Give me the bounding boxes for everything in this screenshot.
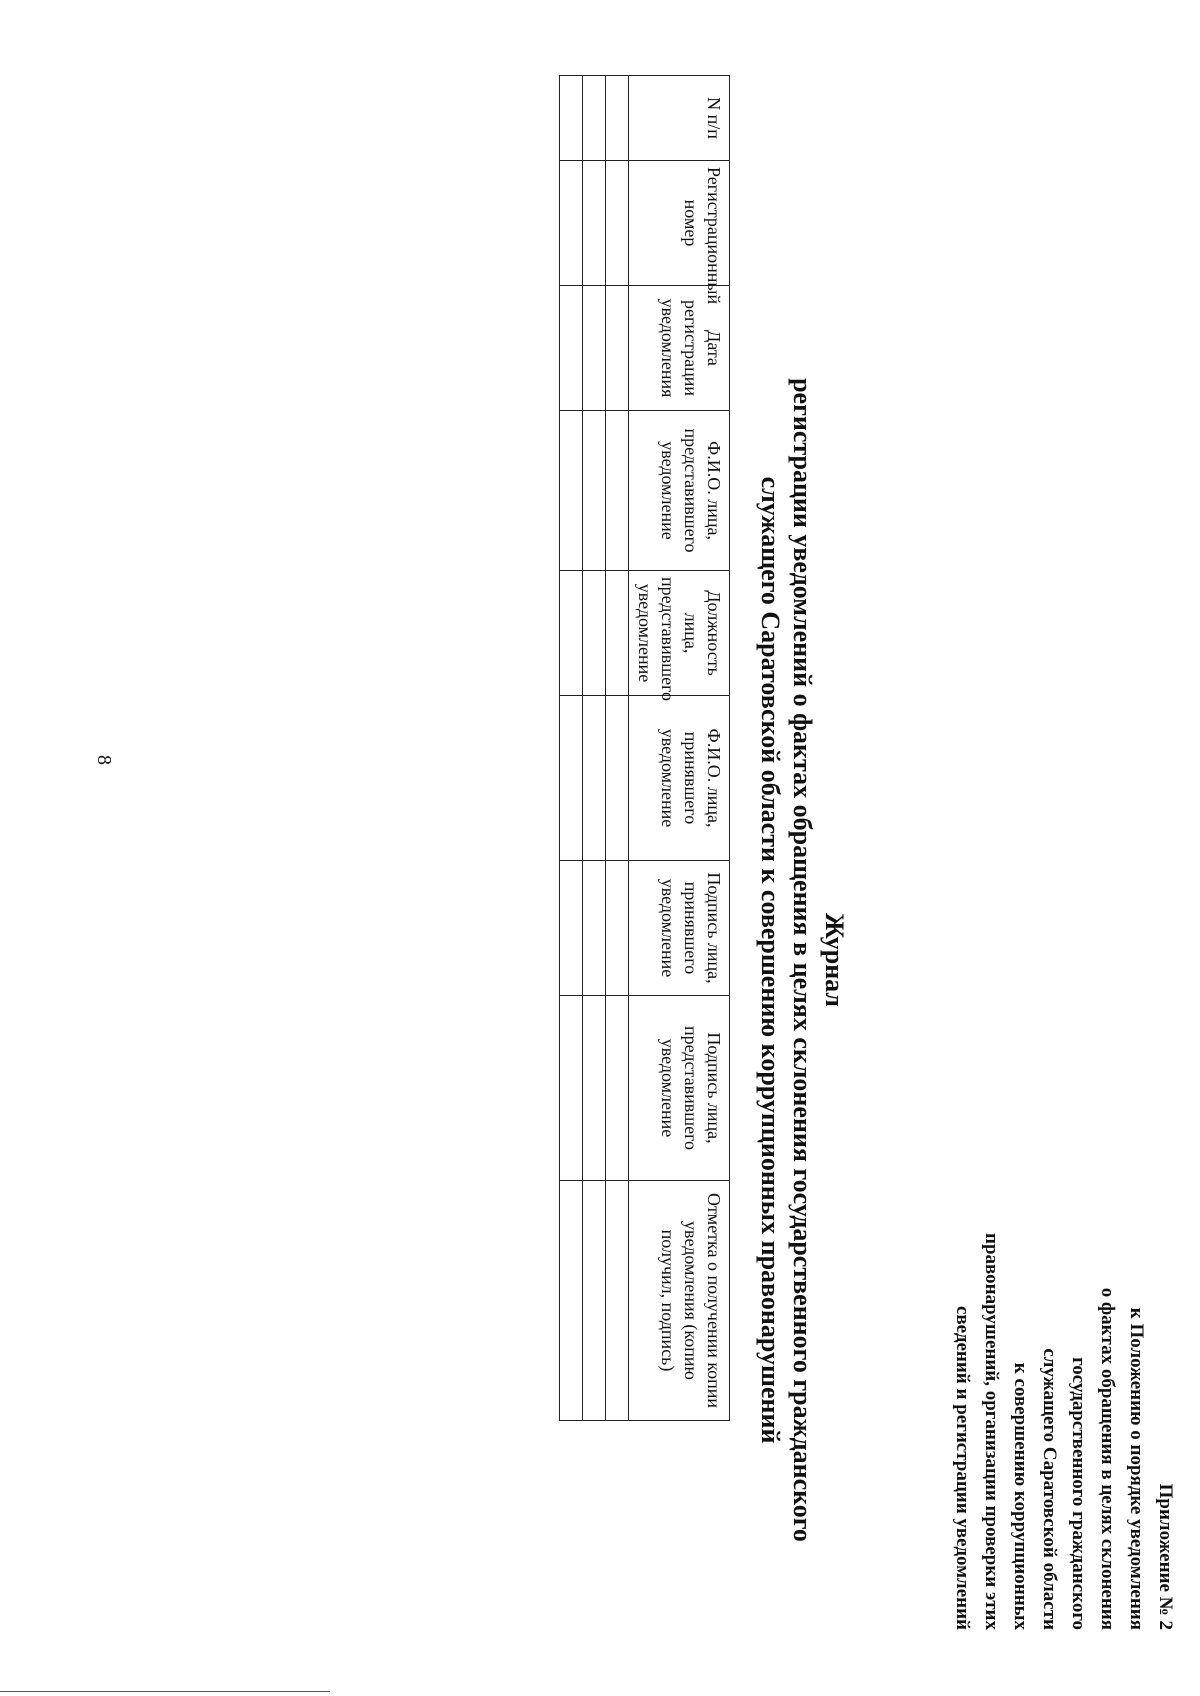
journal-subtitle-line-2: служащего Саратовской области к совершению коррупционных правонарушений — [756, 476, 785, 1444]
table-cell — [606, 571, 629, 696]
table-cell — [560, 861, 583, 996]
table-cell — [583, 696, 606, 861]
table-cell — [583, 571, 606, 696]
appendix-line: к совершению коррупционных — [1010, 1362, 1031, 1630]
table-cell — [606, 1181, 629, 1421]
table-cell — [583, 286, 606, 411]
column-header: Подпись лица, принявшего уведомление — [629, 861, 730, 996]
table-cell — [560, 696, 583, 861]
table-cell — [560, 1181, 583, 1421]
table-cell — [583, 76, 606, 161]
appendix-line: сведений и регистрации уведомлений — [952, 1305, 973, 1630]
table-body — [560, 76, 629, 1421]
appendix-line: правонарушений, организации проверки этих — [981, 1233, 1002, 1630]
table-cell — [583, 1181, 606, 1421]
column-header: Регистрационный номер — [629, 161, 730, 286]
column-header: Подпись лица, представившего уведомление — [629, 996, 730, 1181]
table-cell — [560, 286, 583, 411]
column-header: N п/п — [629, 76, 730, 161]
table-cell — [606, 161, 629, 286]
column-header: Должность лица, представившего уведомление — [629, 571, 730, 696]
appendix-line: к Положению о порядке уведомления — [1126, 1307, 1147, 1630]
journal-heading: Журнал — [820, 913, 849, 1007]
table-cell — [560, 161, 583, 286]
column-header: Ф.И.О. лица, представившего уведомление — [629, 411, 730, 571]
table-header-row — [629, 76, 730, 1421]
scan-edge-line — [0, 1691, 330, 1692]
journal-subtitle-line-1: регистрации уведомлений о фактах обращения в целях склонения государственного гражданского — [788, 378, 817, 1542]
table-cell — [560, 411, 583, 571]
column-header: Отметка о получении копии уведомления (копию получил, подпись) — [629, 1181, 730, 1421]
column-header: Ф.И.О. лица, принявшего уведомление — [629, 696, 730, 861]
table-cell — [560, 996, 583, 1181]
table-cell — [583, 161, 606, 286]
appendix-line: о фактах обращения в целях склонения — [1097, 1287, 1118, 1630]
table-row — [583, 76, 606, 1421]
table-cell — [606, 861, 629, 996]
table-cell — [606, 996, 629, 1181]
appendix-header — [948, 1150, 1180, 1630]
table-cell — [606, 286, 629, 411]
table-row — [606, 76, 629, 1421]
registration-table — [559, 75, 730, 1421]
table-row — [560, 76, 583, 1421]
column-header: Дата регистрации уведомления — [629, 286, 730, 411]
table-cell — [583, 411, 606, 571]
table-cell — [560, 76, 583, 161]
table-cell — [583, 861, 606, 996]
journal-title — [754, 270, 850, 1650]
table-cell — [606, 411, 629, 571]
table-cell — [606, 696, 629, 861]
appendix-line: государственного гражданского — [1068, 1357, 1089, 1630]
appendix-line: служащего Саратовской области — [1039, 1348, 1060, 1630]
page-number: 8 — [93, 755, 115, 765]
table-cell — [583, 996, 606, 1181]
appendix-line: Приложение № 2 — [1155, 1483, 1176, 1630]
table-cell — [560, 571, 583, 696]
table-cell — [606, 76, 629, 161]
